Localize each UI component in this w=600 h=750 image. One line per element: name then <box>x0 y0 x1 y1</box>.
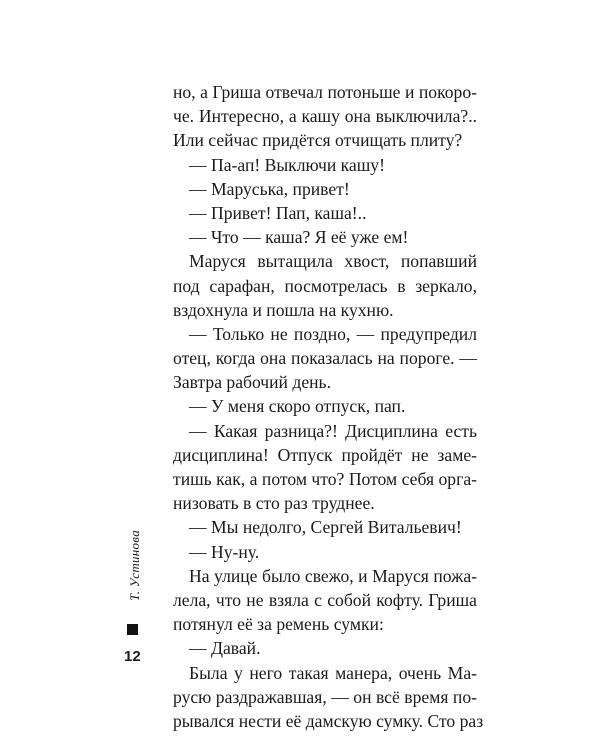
text-line: — Па-ап! Выключи кашу! <box>189 154 385 175</box>
text-line: под сарафан, посмотрелась в зеркало, <box>173 275 477 296</box>
text-line: Была у него такая манера, очень Ма- <box>189 662 477 683</box>
text-line: — Давай. <box>189 638 261 659</box>
text-line: — У меня скоро отпуск, пап. <box>189 396 406 417</box>
text-line: Маруся вытащила хвост, попавший <box>189 251 477 272</box>
text-line: отец, когда она показалась на пороге. — <box>173 348 477 369</box>
text-line: лела, что не взяла с собой кофту. Гриша <box>173 589 477 610</box>
text-line: че. Интересно, а кашу она выключила?.. <box>173 106 477 127</box>
text-line: — Что — каша? Я её уже ем! <box>189 227 409 248</box>
text-line: низовать в сто раз труднее. <box>173 493 375 514</box>
page-marker-square <box>127 624 138 635</box>
text-line: вздохнула и пошла на кухню. <box>173 299 394 320</box>
running-head-author: Т. Устинова <box>127 529 142 601</box>
text-line: потянул её за ремень сумки: <box>173 614 384 635</box>
text-line: — Ну-ну. <box>189 541 260 562</box>
text-line: — Привет! Пап, каша!.. <box>189 202 367 223</box>
text-line: рывался нести её дамскую сумку. Сто раз <box>173 710 484 731</box>
text-line: тишь как, а потом что? Потом себя орга- <box>173 469 477 489</box>
text-line: но, а Гриша отвечал потоньше и покоро- <box>173 82 477 102</box>
text-line: дисциплина! Отпуск пройдёт не заме- <box>173 444 477 465</box>
text-line: — Только не поздно, — предупредил <box>189 323 477 344</box>
text-line: русю раздражавшая, — он всё время по- <box>173 686 477 707</box>
text-line: — Какая разница?! Дисциплина есть <box>189 420 477 441</box>
page-number: 12 <box>124 648 141 665</box>
body-text <box>173 80 484 733</box>
text-line: — Маруська, привет! <box>189 178 350 199</box>
text-line: Завтра рабочий день. <box>173 372 331 393</box>
text-line: На улице было свежо, и Маруся пожа- <box>189 565 477 586</box>
text-line: Или сейчас придётся отчищать плиту? <box>173 130 463 151</box>
text-line: — Мы недолго, Сергей Витальевич! <box>189 517 462 538</box>
